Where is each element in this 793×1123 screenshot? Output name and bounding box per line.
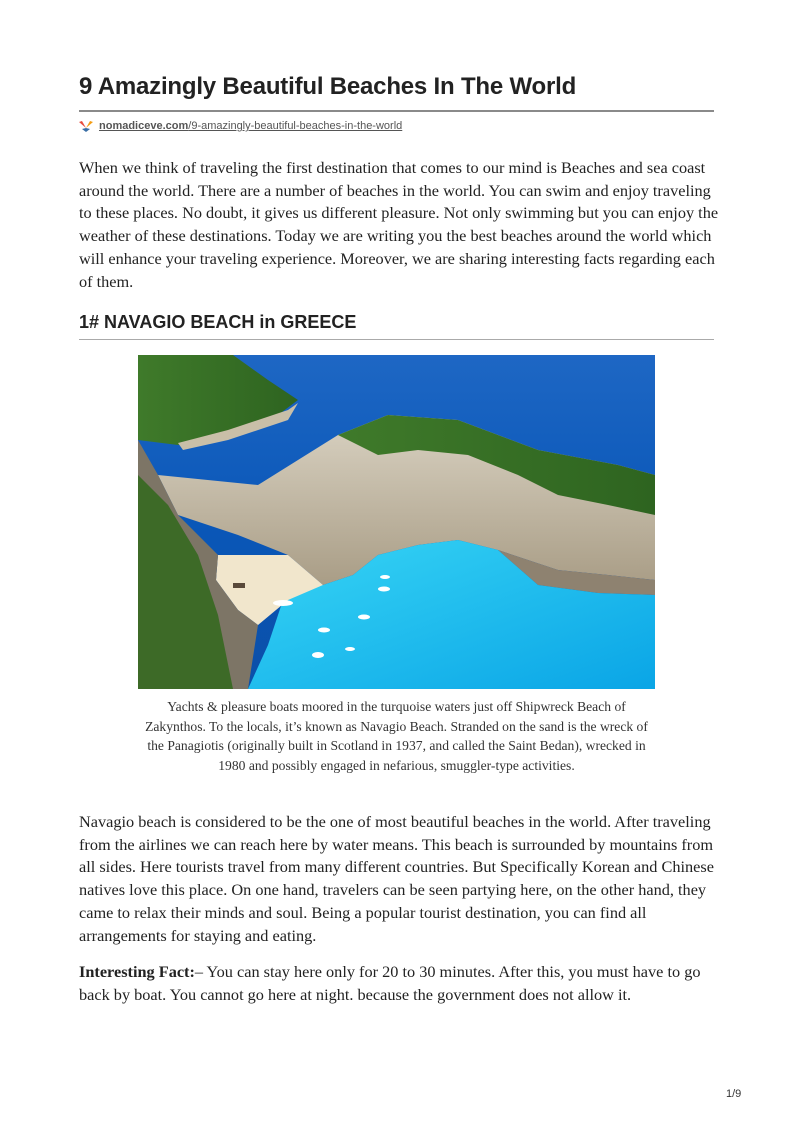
source-link-row xyxy=(79,118,402,134)
intro-paragraph: When we think of traveling the first destination that comes to our mind is Beaches and sea coast around the world. There are a number of beaches in the world. You can swim and enjoy traveling to these places. No doubt, it gives us different pleasure. Not only swimming but you can enjoy the weather of these destinations. Today we are writing you the best beaches around the world which will enhance your traveling experience. Moreover, we are sharing interesting facts regarding each of them. xyxy=(79,158,719,291)
source-path: /9-amazingly-beautiful-beaches-in-the-world xyxy=(188,120,403,132)
title-divider xyxy=(79,110,714,112)
fact-label: Interesting Fact: xyxy=(79,962,195,981)
section-divider xyxy=(79,339,714,340)
source-url-link[interactable] xyxy=(99,120,402,132)
fact-text: – You can stay here only for 20 to 30 minutes. After this, you must have to go back by boat. You cannot go here at night. because the government does not allow it. xyxy=(79,962,701,1004)
page-number: 1/9 xyxy=(726,1088,742,1100)
source-domain: nomadiceve.com xyxy=(99,120,189,132)
body-paragraph: Navagio beach is considered to be the one of most beautiful beaches in the world. After traveling from the airlines we can reach here by water means. This beach is surrounded by mountains from all sides. Here tourists travel from many different countries. But Specifically Korean and Chinese natives love this place. On one hand, travelers can be seen partying here, on the other hand, they came to relax their minds and soul. Being a popular tourist destination, you can find all arrangements for staying and eating. xyxy=(79,812,714,945)
navagio-beach-photo xyxy=(138,355,655,689)
section-heading: 1# NAVAGIO BEACH in GREECE xyxy=(79,312,357,332)
photo-caption: Yachts & pleasure boats moored in the turquoise waters just off Shipwreck Beach of Zakynthos. To the locals, it’s known as Navagio Beach. Stranded on the sand is the wreck of the Panagiotis (originally built in Scotland in 1937, and called the Saint Bedan), wrecked in 1980 and possibly engaged in nefarious, smuggler-type activities. xyxy=(145,699,648,773)
site-logo-icon xyxy=(79,120,93,132)
interesting-fact-paragraph xyxy=(79,961,719,1006)
page-title: 9 Amazingly Beautiful Beaches In The World xyxy=(79,73,577,100)
